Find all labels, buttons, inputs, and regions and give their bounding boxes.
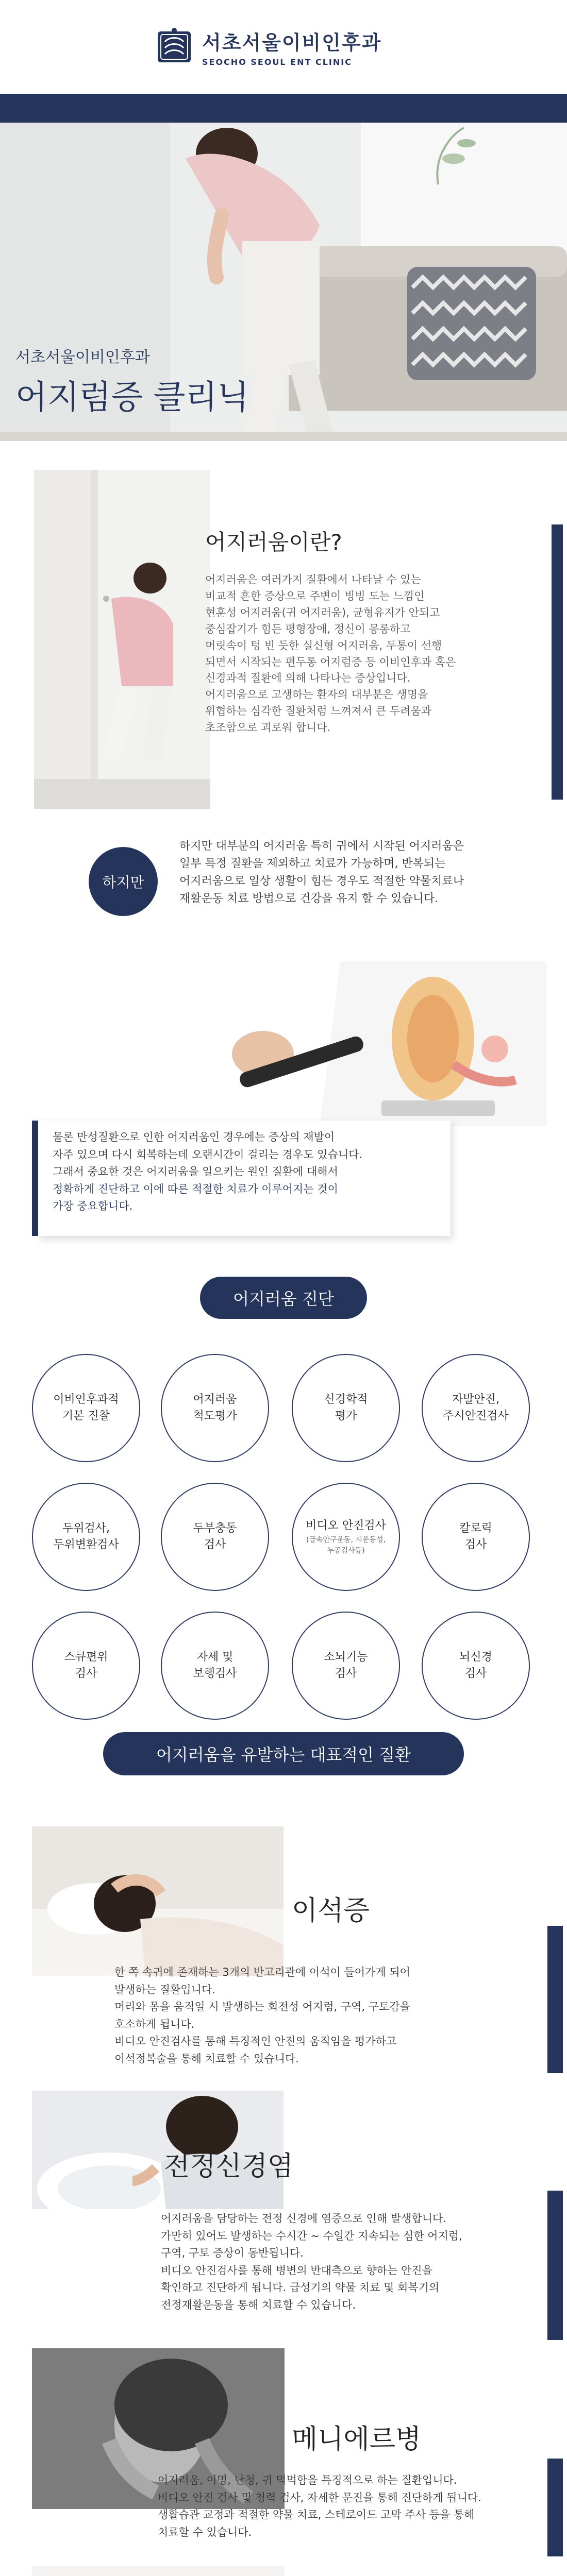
- disease-title: 메니에르병: [292, 2424, 422, 2455]
- diagnosis-label: 검사: [464, 1538, 487, 1551]
- diagnosis-label: 스큐편위: [64, 1651, 108, 1664]
- intro-accent-bar: [552, 524, 563, 800]
- diagnosis-item: [32, 1612, 140, 1720]
- page-header: [0, 0, 567, 94]
- diagnosis-label: 신경학적: [324, 1393, 368, 1406]
- disease-line: 어지러움을 담당하는 전정 신경에 염증으로 인해 발생합니다.: [161, 2212, 446, 2225]
- diagnosis-label: 검사: [335, 1667, 357, 1680]
- disease-photo: [32, 2566, 285, 2576]
- intro-line: 중심잡기가 힘든 평형장애, 정신이 몽롱하고: [205, 622, 411, 635]
- diagnosis-item: [422, 1354, 530, 1462]
- disease-line: 비디오 안진검사를 통해 특징적인 안진의 움직임을 평가하고: [114, 2035, 397, 2048]
- however-text: [179, 838, 551, 908]
- ear-exam-photo: [186, 961, 546, 1126]
- intro-line: 신경과적 질환에 의해 나타나는 증상입니다.: [205, 672, 411, 685]
- intro-title: 어지러움이란?: [205, 530, 342, 555]
- note-line: 물론 만성질환으로 인한 어지러움인 경우에는 증상의 재발이: [53, 1131, 335, 1143]
- diagnosis-item: [161, 1354, 269, 1462]
- diagnosis-label: 두위변환검사: [53, 1538, 119, 1551]
- disease-line: 한 쪽 속귀에 존재하는 3개의 반고리관에 이석이 들어가게 되어: [114, 1966, 410, 1978]
- intro-line: 초조함으로 괴로워 합니다.: [205, 721, 331, 734]
- however-line: 어지러움으로 일상 생활이 힘든 경우도 적절한 약물치료나: [179, 875, 464, 888]
- however-badge: 하지만: [89, 847, 158, 916]
- diagnosis-label: 비디오 안진검사: [306, 1519, 386, 1533]
- note-line: 그래서 중요한 것은 어지러움을 일으키는 원인 질환에 대해서: [53, 1165, 338, 1178]
- note-text: [53, 1129, 439, 1215]
- disease-line: 생활습관 교정과 적절한 약물 치료, 스테로이드 고막 주사 등을 통해: [158, 2509, 475, 2521]
- however-line: 하지만 대부분의 어지러움 특히 귀에서 시작된 어지러움은: [179, 840, 464, 853]
- intro-text-card: [205, 526, 533, 793]
- disease-line: 확인하고 진단하게 됩니다. 급성기의 약물 치료 및 회복기의: [161, 2281, 440, 2294]
- however-line: 재활운동 치료 방법으로 건강을 유지 할 수 있습니다.: [179, 892, 439, 906]
- note-line: 자주 있으며 다시 회복하는데 오랜시간이 걸리는 경우도 있습니다.: [53, 1148, 363, 1161]
- disease-accent-bar: [547, 2191, 563, 2340]
- diagnosis-label: 검사: [204, 1538, 226, 1551]
- disease-line: 가만히 있어도 발생하는 수시간 ~ 수일간 지속되는 심한 어지럼,: [161, 2229, 462, 2242]
- disease-photo: [32, 1826, 284, 1976]
- diagnosis-label: 어지러움: [193, 1393, 237, 1406]
- disease-accent-bar: [547, 2459, 563, 2556]
- diagnosis-note: (급속안구운동, 시운동성,: [306, 1536, 386, 1545]
- diagnosis-item: [422, 1612, 530, 1720]
- hero-title-box: [15, 344, 273, 427]
- diagnosis-label: 평가: [335, 1410, 357, 1422]
- diagnosis-item: [422, 1483, 530, 1591]
- disease-line: 치료할 수 있습니다.: [158, 2526, 252, 2538]
- logo-name: 서초서울이비인후과: [202, 31, 382, 54]
- diseases-heading: 어지러움을 유발하는 대표적인 질환: [103, 1732, 464, 1775]
- disease-line: 머리와 몸을 움직일 시 발생하는 회전성 어지럼, 구역, 구토감을: [114, 2001, 410, 2013]
- diagnosis-item: [161, 1612, 269, 1720]
- intro-line: 어지러움으로 고생하는 환자의 대부분은 생명을: [205, 688, 428, 701]
- disease-title: 이석증: [292, 1895, 370, 1926]
- diagnosis-item: [161, 1483, 269, 1591]
- disease-line: 전정재활운동을 통해 치료할 수 있습니다.: [161, 2298, 356, 2311]
- diagnosis-heading: 어지러움 진단: [200, 1277, 367, 1319]
- disease-line: 구역, 구토 증상이 동반됩니다.: [161, 2247, 304, 2260]
- diagnosis-item: [292, 1483, 400, 1591]
- however-line: 일부 특정 질환을 제외하고 치료가 가능하며, 반복되는: [179, 857, 446, 871]
- diagnosis-label: 이비인후과적: [53, 1393, 119, 1406]
- intro-photo: [34, 470, 210, 809]
- note-accent-bar: [32, 1121, 38, 1236]
- intro-line: 머릿속이 텅 빈 듯한 실신형 어지러움, 두통이 선행: [205, 639, 442, 652]
- logo-english: SEOCHO SEOUL ENT CLINIC: [202, 57, 352, 67]
- disease-line: 호소하게 됩니다.: [114, 2018, 195, 2030]
- disease-accent-bar: [547, 1926, 563, 2073]
- note-highlight-line: 가장 중요합니다.: [53, 1200, 133, 1213]
- diagnosis-label: 뇌신경: [459, 1651, 492, 1664]
- disease-line: 발생하는 질환입니다.: [114, 1983, 215, 1996]
- diagnosis-label: 검사: [75, 1667, 97, 1680]
- intro-line: 위협하는 심각한 질환처럼 느껴져서 큰 두려움과: [205, 705, 432, 718]
- diagnosis-label: 자세 및: [196, 1651, 234, 1664]
- diagnosis-label: 두위검사,: [62, 1522, 110, 1535]
- disease-text: [158, 2472, 544, 2541]
- intro-line: 되면서 시작되는 편두통 어지럼증 등 이비인후과 혹은: [205, 655, 456, 668]
- diagnosis-note: 누공검사등): [327, 1546, 365, 1555]
- hero-subtitle: 서초서울이비인후과: [15, 348, 150, 366]
- disease-line: 비디오 안진검사를 통해 병변의 반대측으로 향하는 안진을: [161, 2264, 432, 2277]
- diagnosis-item: [292, 1354, 400, 1462]
- diagnosis-item: [32, 1483, 140, 1591]
- top-accent-bar: [0, 94, 567, 123]
- diagnosis-label: 소뇌기능: [324, 1651, 368, 1664]
- note-card: [38, 1121, 451, 1236]
- diagnosis-label: 척도평가: [193, 1410, 237, 1422]
- diagnosis-label: 두부충동: [193, 1522, 237, 1535]
- intro-body: [205, 572, 533, 736]
- diagnosis-label: 칼로릭: [459, 1522, 492, 1535]
- disease-title: 전정신경염: [164, 2151, 294, 2182]
- disease-line: 어지러움, 이명, 난청, 귀 먹먹함을 특징적으로 하는 질환입니다.: [158, 2474, 457, 2486]
- disease-text: [114, 1964, 542, 2068]
- hero-title: 어지럼증 클리닉: [15, 379, 249, 417]
- diagnosis-label: 기본 진찰: [62, 1410, 110, 1422]
- note-highlight-line: 정확하게 진단하고 이에 따른 적절한 치료가 이루어지는 것이: [53, 1182, 338, 1195]
- diagnosis-item: [292, 1612, 400, 1720]
- diagnosis-item: [32, 1354, 140, 1462]
- disease-line: 이석정복술을 통해 치료할 수 있습니다.: [114, 2052, 299, 2065]
- intro-line: 현훈성 어지러움(귀 어지러움), 균형유지가 안되고: [205, 606, 440, 619]
- clinic-logo[interactable]: [154, 24, 422, 70]
- diagnosis-label: 보행검사: [193, 1667, 237, 1680]
- diagnosis-label: 주시안진검사: [443, 1410, 509, 1422]
- clinic-emblem-icon: [154, 26, 195, 67]
- intro-line: 어지러움은 여러가지 질환에서 나타날 수 있는: [205, 573, 421, 586]
- disease-text: [161, 2210, 542, 2314]
- hero-banner: [0, 123, 567, 441]
- diagnosis-label: 자발안진,: [452, 1393, 499, 1406]
- intro-line: 비교적 흔한 증상으로 주변이 빙빙 도는 느낌인: [205, 589, 425, 602]
- disease-line: 비디오 안진 검사 및 청력 검사, 자세한 문진을 통해 진단하게 됩니다.: [158, 2491, 481, 2504]
- diagnosis-label: 검사: [464, 1667, 487, 1680]
